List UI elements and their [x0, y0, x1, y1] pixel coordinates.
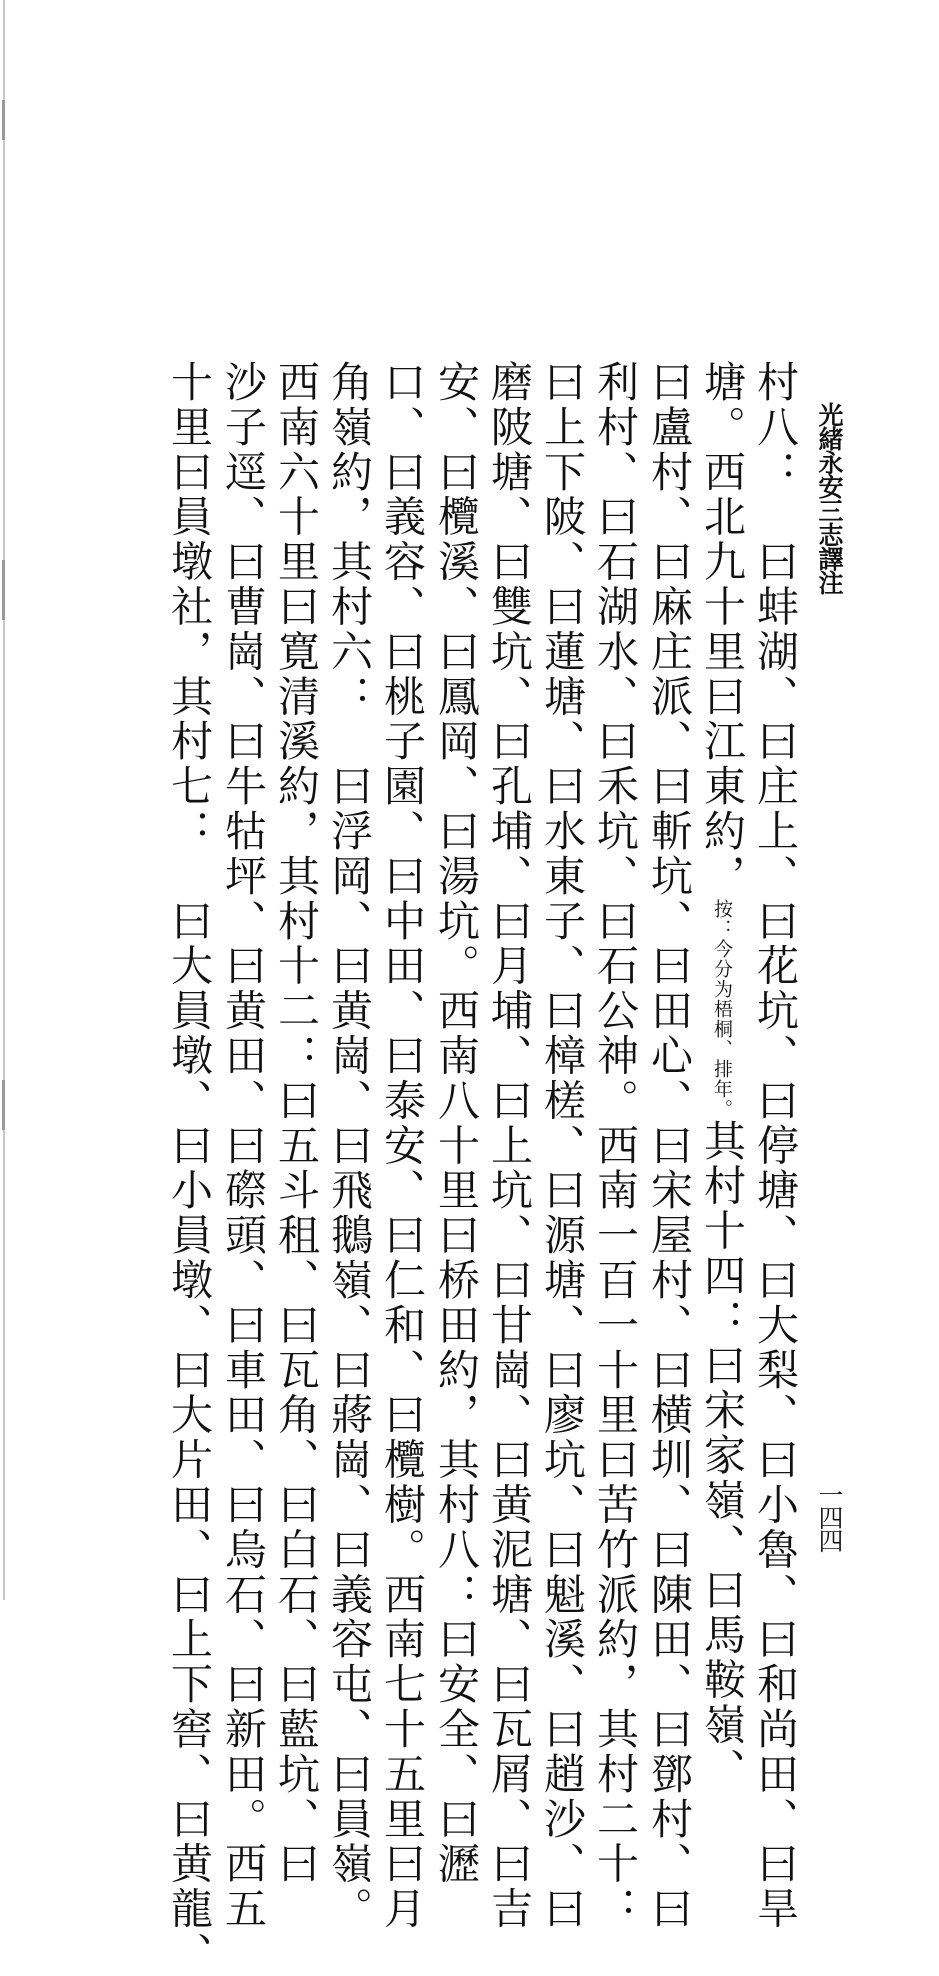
text-column-7: 安、曰欖溪、曰鳳岡、曰湯坑。西南八十里曰桥田約，其村八：曰安全、曰瀝	[432, 360, 481, 1887]
page-edge-line	[3, 0, 5, 1600]
text-column-6: 磨陂塘、曰雙坑、曰孔埔、曰月埔、曰上坑、曰甘崗、曰黄泥塘、曰瓦屑、曰吉	[485, 360, 534, 1932]
page-edge-mark	[2, 560, 5, 620]
text-column-4: 利村、曰石湖水、曰禾坑、曰石公神。西南一百一十里曰苦竹派約，其村二十：	[591, 360, 640, 1932]
column-text: 其村十四：曰宋家嶺、曰馬鞍嶺、	[698, 1118, 747, 1793]
text-column-5: 曰上下陂、曰蓮塘、曰水東子、曰樟槎、曰源塘、曰廖坑、曰魁溪、曰趙沙、曰	[538, 360, 587, 1932]
text-column-2	[698, 360, 747, 1793]
running-title: 光緒永安三志譯注	[815, 402, 844, 594]
column-text: 塘。西北九十里曰江東約，	[698, 360, 747, 899]
editorial-note: 按：今分为梧桐、排年。	[711, 898, 733, 1119]
text-column-3: 曰盧村、曰麻庄派、曰斬坑、曰田心、曰宋屋村、曰横圳、曰陳田、曰鄧村、曰	[645, 360, 694, 1932]
page-edge-mark	[2, 100, 5, 140]
text-column-8: 口、曰義容、曰桃子園、曰中田、曰泰安、曰仁和、曰欖樹。西南七十五里曰月	[378, 360, 427, 1932]
page-number: 一四四	[815, 1482, 844, 1551]
text-column-1: 村八： 曰蚌湖、曰庄上、曰花坑、曰停塘、曰大梨、曰小魯、曰和尚田、曰旱	[751, 360, 800, 1932]
text-column-11: 沙子逕、曰曹崗、曰牛牯坪、曰黄田、曰磜頭、曰車田、曰烏石、曰新田。西五	[219, 360, 268, 1932]
text-column-10: 西南六十里曰寛清溪約，其村十二：曰五斗租、曰瓦角、曰白石、曰藍坑、曰	[272, 360, 321, 1887]
text-column-12: 十里曰員墩社，其村七： 曰大員墩、曰小員墩、曰大片田、曰上下窖、曰黄龍、	[165, 360, 214, 1976]
page-edge-mark	[2, 1080, 5, 1130]
text-column-9: 角嶺約，其村六： 曰浮岡、曰黄崗、曰飛鵝嶺、曰蔣崗、曰義容屯、曰員嶺。	[325, 360, 374, 1932]
